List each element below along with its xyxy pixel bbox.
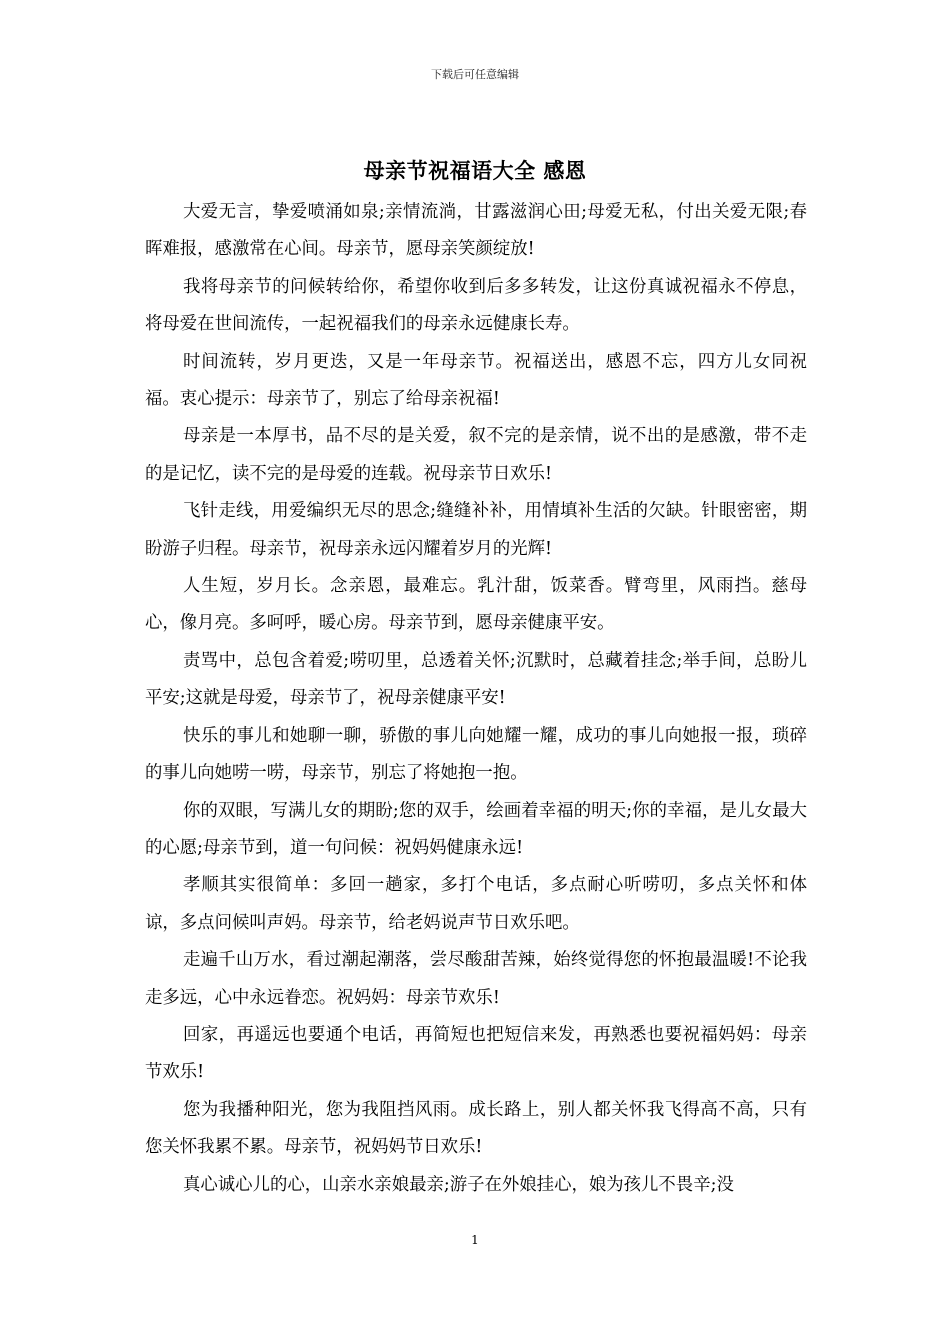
document-body bbox=[145, 194, 807, 1204]
paragraph: 责骂中，总包含着爱;唠叨里，总透着关怀;沉默时，总藏着挂念;举手间，总盼儿平安;这就是母爱，母亲节了，祝母亲健康平安! bbox=[145, 650, 807, 709]
paragraph: 母亲是一本厚书，品不尽的是关爱，叙不完的是亲情，说不出的是感激，带不走的是记忆，读不完的是母爱的连载。祝母亲节日欢乐! bbox=[145, 426, 807, 484]
paragraph: 回家，再遥远也要通个电话，再简短也把短信来发，再熟悉也要祝福妈妈：母亲节欢乐! bbox=[145, 1024, 807, 1083]
paragraph: 你的双眼，写满儿女的期盼;您的双手，绘画着幸福的明天;你的幸福，是儿女最大的心愿;母亲节到，道一句问候：祝妈妈健康永远! bbox=[145, 800, 807, 858]
paragraph: 您为我播种阳光，您为我阻挡风雨。成长路上，别人都关怀我飞得高不高，只有您关怀我累不累。母亲节，祝妈妈节日欢乐! bbox=[145, 1099, 807, 1158]
header-note: 下载后可任意编辑 bbox=[431, 68, 519, 81]
paragraph: 人生短，岁月长。念亲恩，最难忘。乳汁甜，饭菜香。臂弯里，风雨挡。慈母心，像月亮。多呵呼，暖心房。母亲节到，愿母亲健康平安。 bbox=[145, 576, 807, 634]
paragraph: 真心诚心儿的心，山亲水亲娘最亲;游子在外娘挂心，娘为孩儿不畏辛;没 bbox=[183, 1174, 734, 1195]
paragraph: 快乐的事儿和她聊一聊，骄傲的事儿向她耀一耀，成功的事儿向她报一报，琐碎的事儿向她唠一唠，母亲节，别忘了将她抱一抱。 bbox=[145, 725, 807, 784]
paragraph: 大爱无言，挚爱喷涌如泉;亲情流淌，甘露滋润心田;母爱无私，付出关爱无限;春晖难报，感激常在心间。母亲节，愿母亲笑颜绽放! bbox=[145, 202, 807, 260]
paragraph: 时间流转，岁月更迭，又是一年母亲节。祝福送出，感恩不忘，四方儿女同祝福。衷心提示：母亲节了，别忘了给母亲祝福! bbox=[145, 351, 807, 410]
paragraph: 孝顺其实很简单：多回一趟家，多打个电话，多点耐心听唠叨，多点关怀和体谅，多点问候叫声妈。母亲节，给老妈说声节日欢乐吧。 bbox=[145, 875, 807, 933]
paragraph: 走遍千山万水，看过潮起潮落，尝尽酸甜苦辣，始终觉得您的怀抱最温暖!不论我走多远，心中永远眷恋。祝妈妈：母亲节欢乐! bbox=[145, 950, 807, 1008]
document-title: 母亲节祝福语大全 感恩 bbox=[363, 158, 587, 183]
paragraph: 我将母亲节的问候转给你，希望你收到后多多转发，让这份真诚祝福永不停息，将母爱在世间流传，一起祝福我们的母亲永远健康长寿。 bbox=[145, 276, 807, 335]
paragraph: 飞针走线，用爱编织无尽的思念;缝缝补补，用情填补生活的欠缺。针眼密密，期盼游子归程。母亲节，祝母亲永远闪耀着岁月的光辉! bbox=[145, 501, 807, 559]
page-number: 1 bbox=[471, 1233, 479, 1247]
